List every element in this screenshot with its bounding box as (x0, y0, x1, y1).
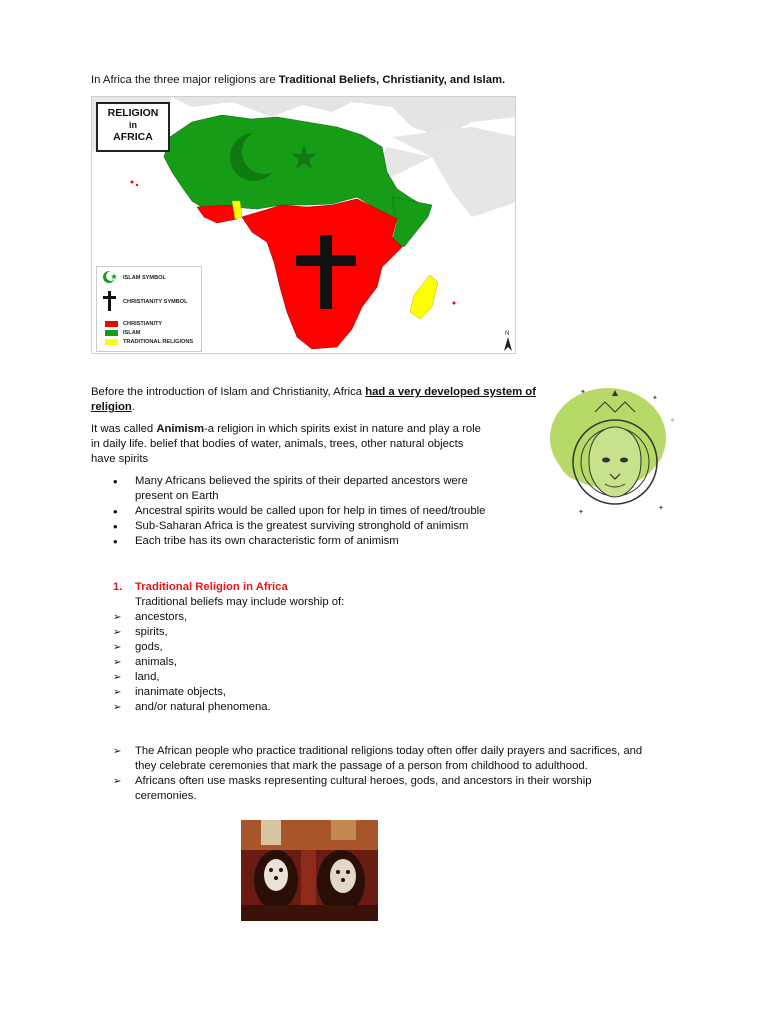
before-suffix: . (131, 401, 135, 413)
list-item: ➢ Africans often use masks representing cultural heroes, gods, and ancestors in their worship ceremonies. (113, 774, 655, 804)
map-title-box (96, 102, 170, 152)
animism-prefix: It was called (91, 423, 157, 435)
legend-islam-symbol-label: ISLAM SYMBOL (123, 275, 166, 281)
animism-line1: -a religion in which spirits exist in nature and play a role (204, 423, 481, 435)
intro-paragraph (91, 73, 691, 88)
svg-text:✦: ✦ (652, 394, 658, 402)
animism-line3: have spirits (91, 453, 149, 465)
legend-christianity-symbol-icon (102, 291, 118, 311)
legend-islam-symbol-icon (102, 270, 118, 284)
list-item: ➢ land, (113, 670, 513, 685)
legend-christianity-symbol-label: CHRISTIANITY SYMBOL (123, 299, 188, 305)
list-item: ➢ spirits, (113, 625, 513, 640)
legend-christianity-label: CHRISTIANITY (123, 321, 163, 327)
section-number: 1. (113, 581, 123, 593)
svg-text:✧: ✧ (670, 417, 676, 424)
practice-list (113, 744, 673, 804)
list-item: ➢ inanimate objects, (113, 685, 513, 700)
map-legend (96, 266, 202, 352)
north-label: N (505, 331, 510, 337)
legend-islam-label: ISLAM (123, 330, 141, 336)
list-item: ➢ ancestors, (113, 610, 513, 625)
christianity-west (197, 205, 237, 223)
animism-term: Animism (156, 423, 205, 435)
list-item: ➢ The African people who practice traditional religions today often offer daily prayers and sacrifices, and they celebrate ceremonies that mark the passage of a person from childhood to adulthood. (113, 744, 655, 774)
list-item: ➢ and/or natural phenomena. (113, 700, 513, 715)
legend-traditional-label: TRADITIONAL RELIGIONS (123, 339, 194, 345)
masks-photo (241, 820, 378, 921)
intro-text: In Africa the three major religions are (91, 74, 279, 86)
before-emphasis: had a very developed system of religion (91, 386, 536, 413)
section-intro: Traditional beliefs may include worship of: (135, 596, 345, 608)
legend-traditional-swatch (105, 339, 118, 345)
worship-list (113, 610, 513, 715)
map-title-line1: RELIGION (107, 107, 159, 119)
list-item: ➢ gods, (113, 640, 513, 655)
svg-text:✦: ✦ (658, 504, 664, 512)
before-text: Before the introduction of Islam and Christianity, Africa (91, 386, 366, 398)
list-item: • Ancestral spirits would be called upon for help in times of need/trouble (113, 504, 553, 519)
list-item: ➢ animals, (113, 655, 513, 670)
north-arrow-icon (504, 337, 512, 351)
lion-illustration (540, 382, 690, 522)
map-title-line3: AFRICA (113, 131, 153, 143)
legend-islam-swatch (105, 330, 118, 336)
svg-text:✦: ✦ (578, 508, 584, 516)
list-item: • Sub-Saharan Africa is the greatest surviving stronghold of animism (113, 519, 553, 534)
section-heading: Traditional Religion in Africa (135, 581, 288, 593)
list-item: • Many Africans believed the spirits of their departed ancestors were present on Earth (113, 474, 505, 504)
animism-paragraph (91, 422, 531, 467)
animism-bullet-list (113, 474, 553, 549)
animism-line2: in daily life. belief that bodies of water, animals, trees, other natural objects (91, 438, 464, 450)
map-title-line2: in (129, 120, 137, 130)
intro-emphasis: Traditional Beliefs, Christianity, and Islam. (278, 74, 506, 86)
before-paragraph (91, 385, 571, 415)
religion-map (91, 96, 516, 354)
madagascar (410, 275, 438, 319)
svg-text:✦: ✦ (580, 388, 586, 396)
legend-christianity-swatch (105, 321, 118, 327)
list-item: • Each tribe has its own characteristic form of animism (113, 534, 553, 549)
